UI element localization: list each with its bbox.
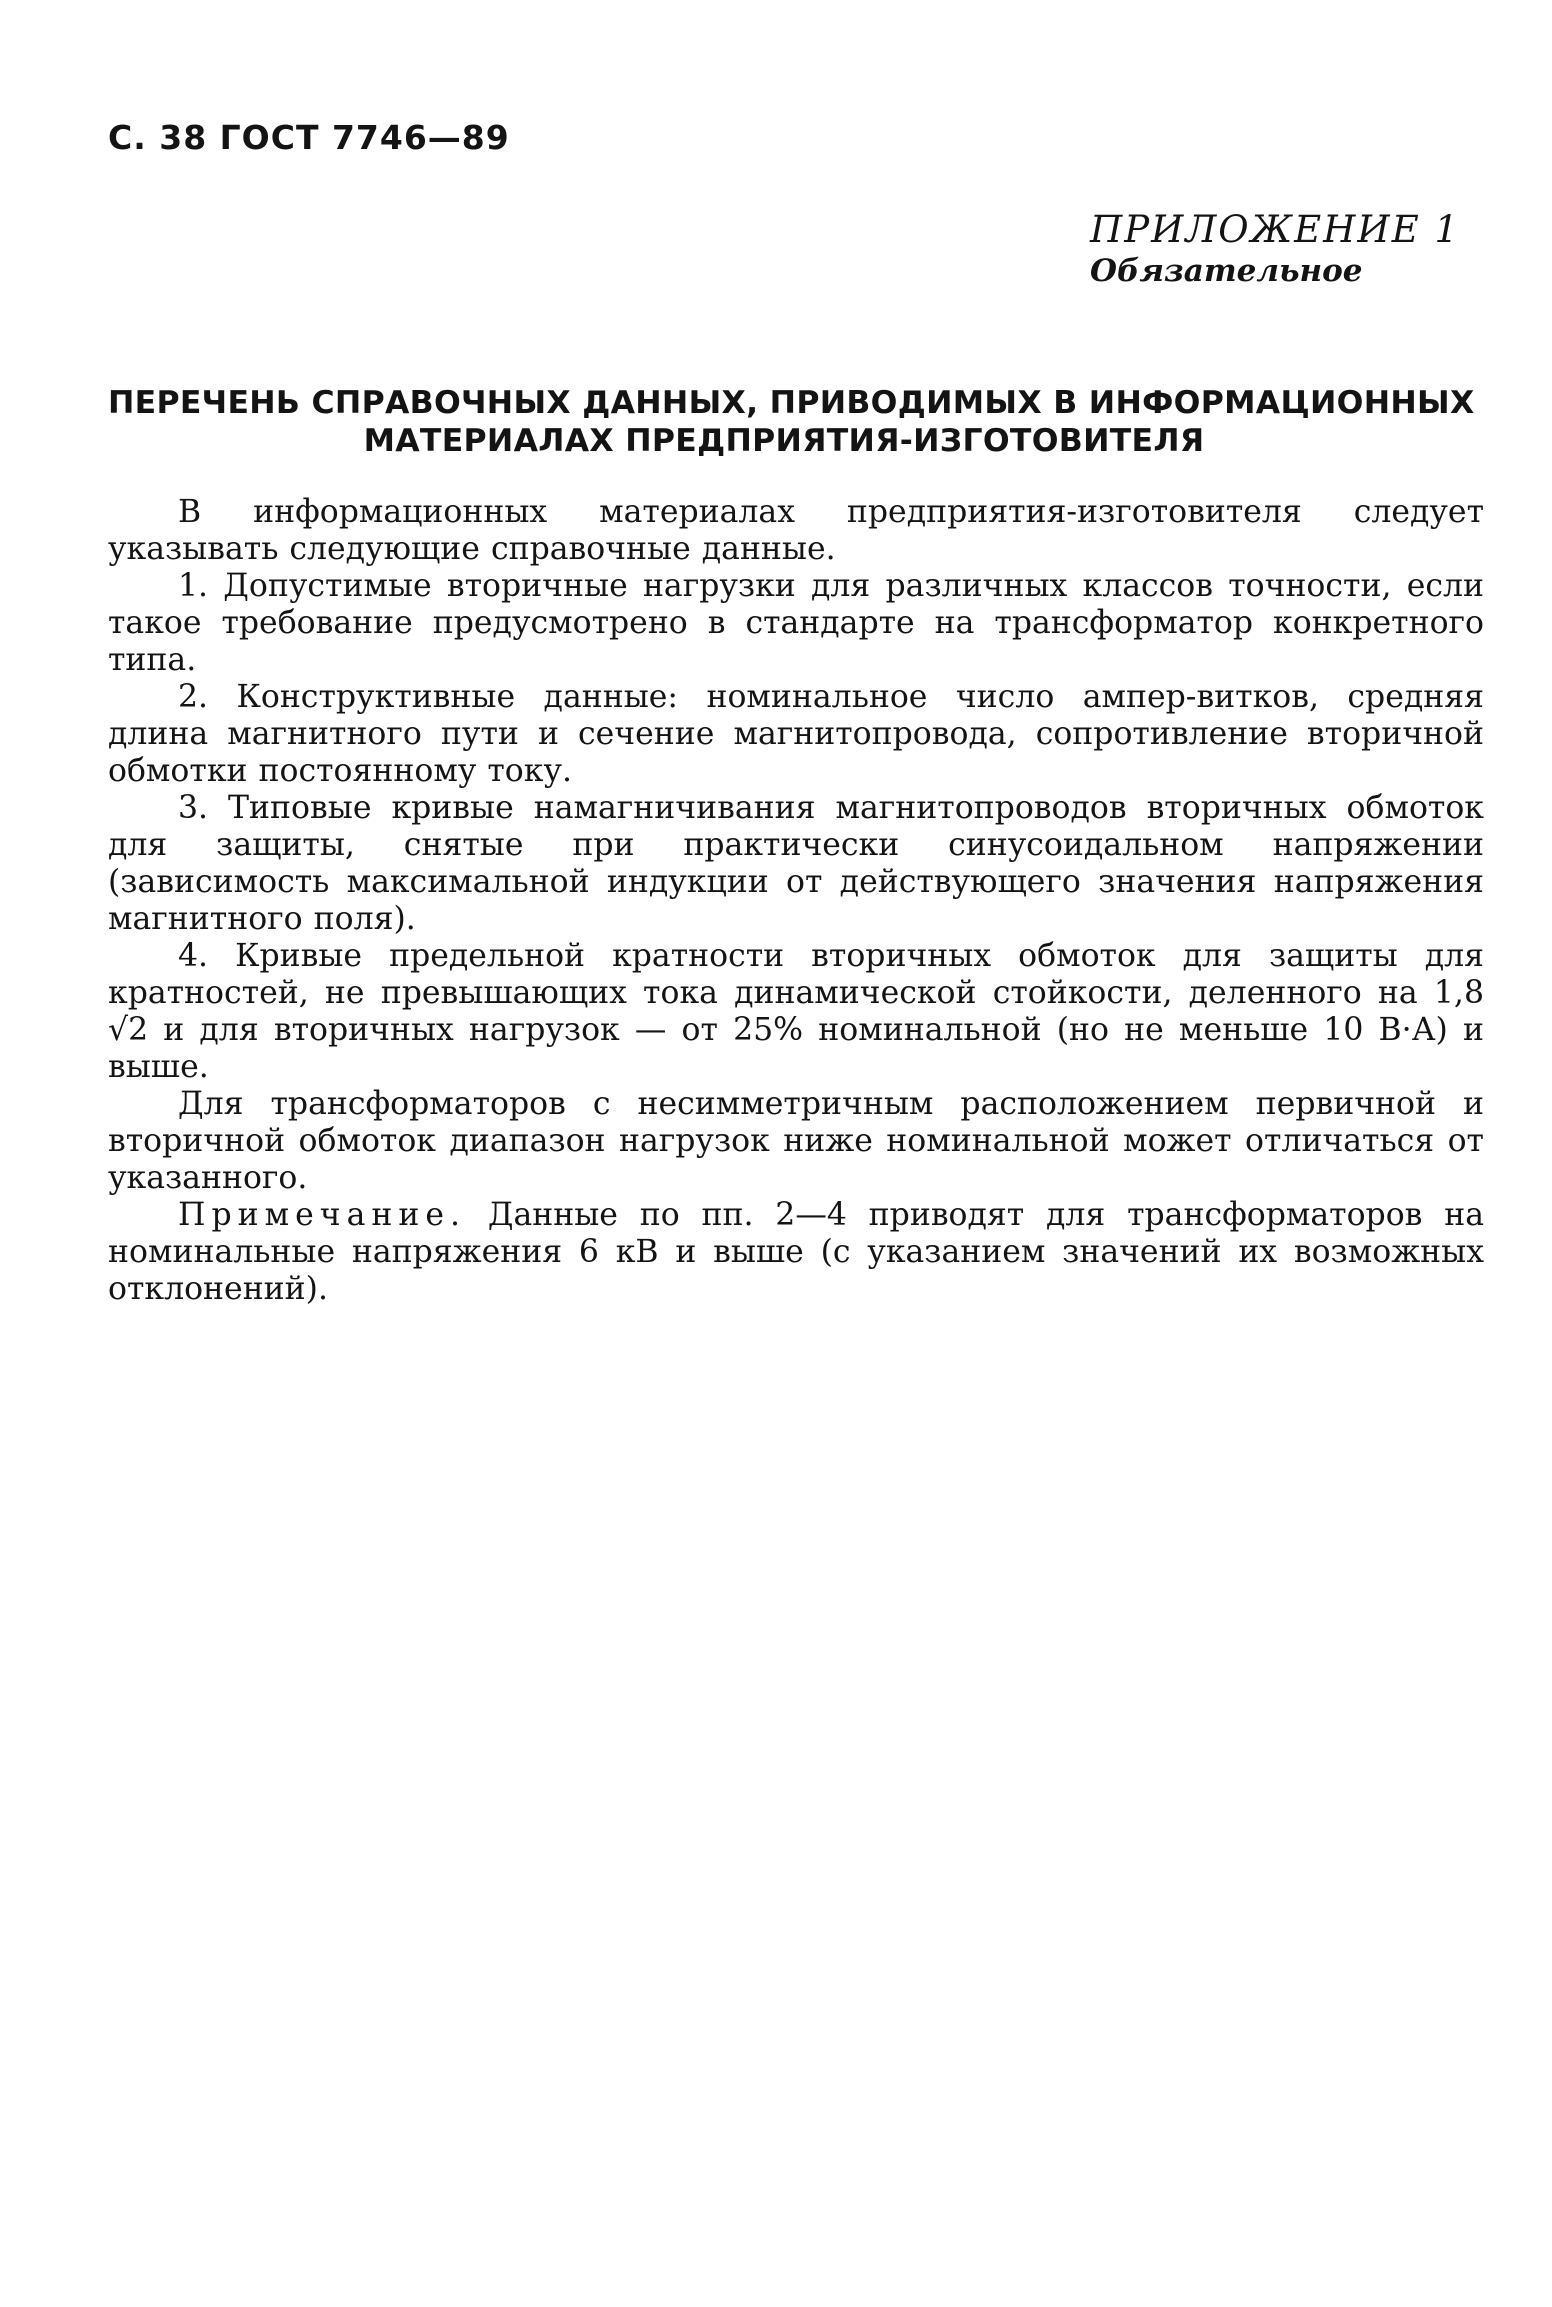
list-item-4: 4. Кривые предельной кратности вторичных обмоток для защиты для кратностей, не превышающих тока динамической стойкости, деленного на 1,8 √2 и для вторичных нагрузок — от 25% номинальной (но не меньше 10 В·А) и выше.: [108, 938, 1484, 1085]
document-title: [108, 384, 1475, 460]
appendix-status: Обязательное: [1089, 253, 1363, 289]
list-item-2: 2. Конструктивные данные: номинальное число ампер-витков, средняя длина магнитного пути и сечение магнитопровода, сопротивление вторичной обмотки постоянному току.: [108, 679, 1484, 789]
title-line-2: МАТЕРИАЛАХ ПРЕДПРИЯТИЯ-ИЗГОТОВИТЕЛЯ: [363, 423, 1205, 459]
note-label: Примечание.: [178, 1197, 467, 1233]
list-item-3: 3. Типовые кривые намагничивания магнитопроводов вторичных обмоток для защиты, снятые при практически синусоидальном напряжении (зависимость максимальной индукции от действующего значения напряжения магнитного поля).: [108, 790, 1484, 937]
list-item-1: 1. Допустимые вторичные нагрузки для различных классов точности, если такое требование предусмотрено в стандарте на трансформатор конкретного типа.: [108, 568, 1484, 678]
appendix-block: [1090, 208, 1460, 289]
note-text: Данные по пп. 2—4 приводят для трансформаторов на номинальные напряжения 6 кВ и выше (с указанием значений их возможных отклонений).: [108, 1197, 1484, 1307]
asymmetric-paragraph: Для трансформаторов с несимметричным расположением первичной и вторичной обмоток диапазон нагрузок ниже номинальной может отличаться от указанного.: [108, 1086, 1484, 1196]
appendix-label: ПРИЛОЖЕНИЕ 1: [1089, 208, 1460, 251]
note-paragraph: [108, 1197, 1484, 1308]
page-header: С. 38 ГОСТ 7746—89: [108, 118, 510, 157]
intro-paragraph: В информационных материалах предприятия-изготовителя следует указывать следующие справочные данные.: [108, 494, 1484, 567]
body-text: [108, 494, 1484, 1308]
title-line-1: ПЕРЕЧЕНЬ СПРАВОЧНЫХ ДАННЫХ, ПРИВОДИМЫХ В ИНФОРМАЦИОННЫХ: [108, 385, 1475, 421]
